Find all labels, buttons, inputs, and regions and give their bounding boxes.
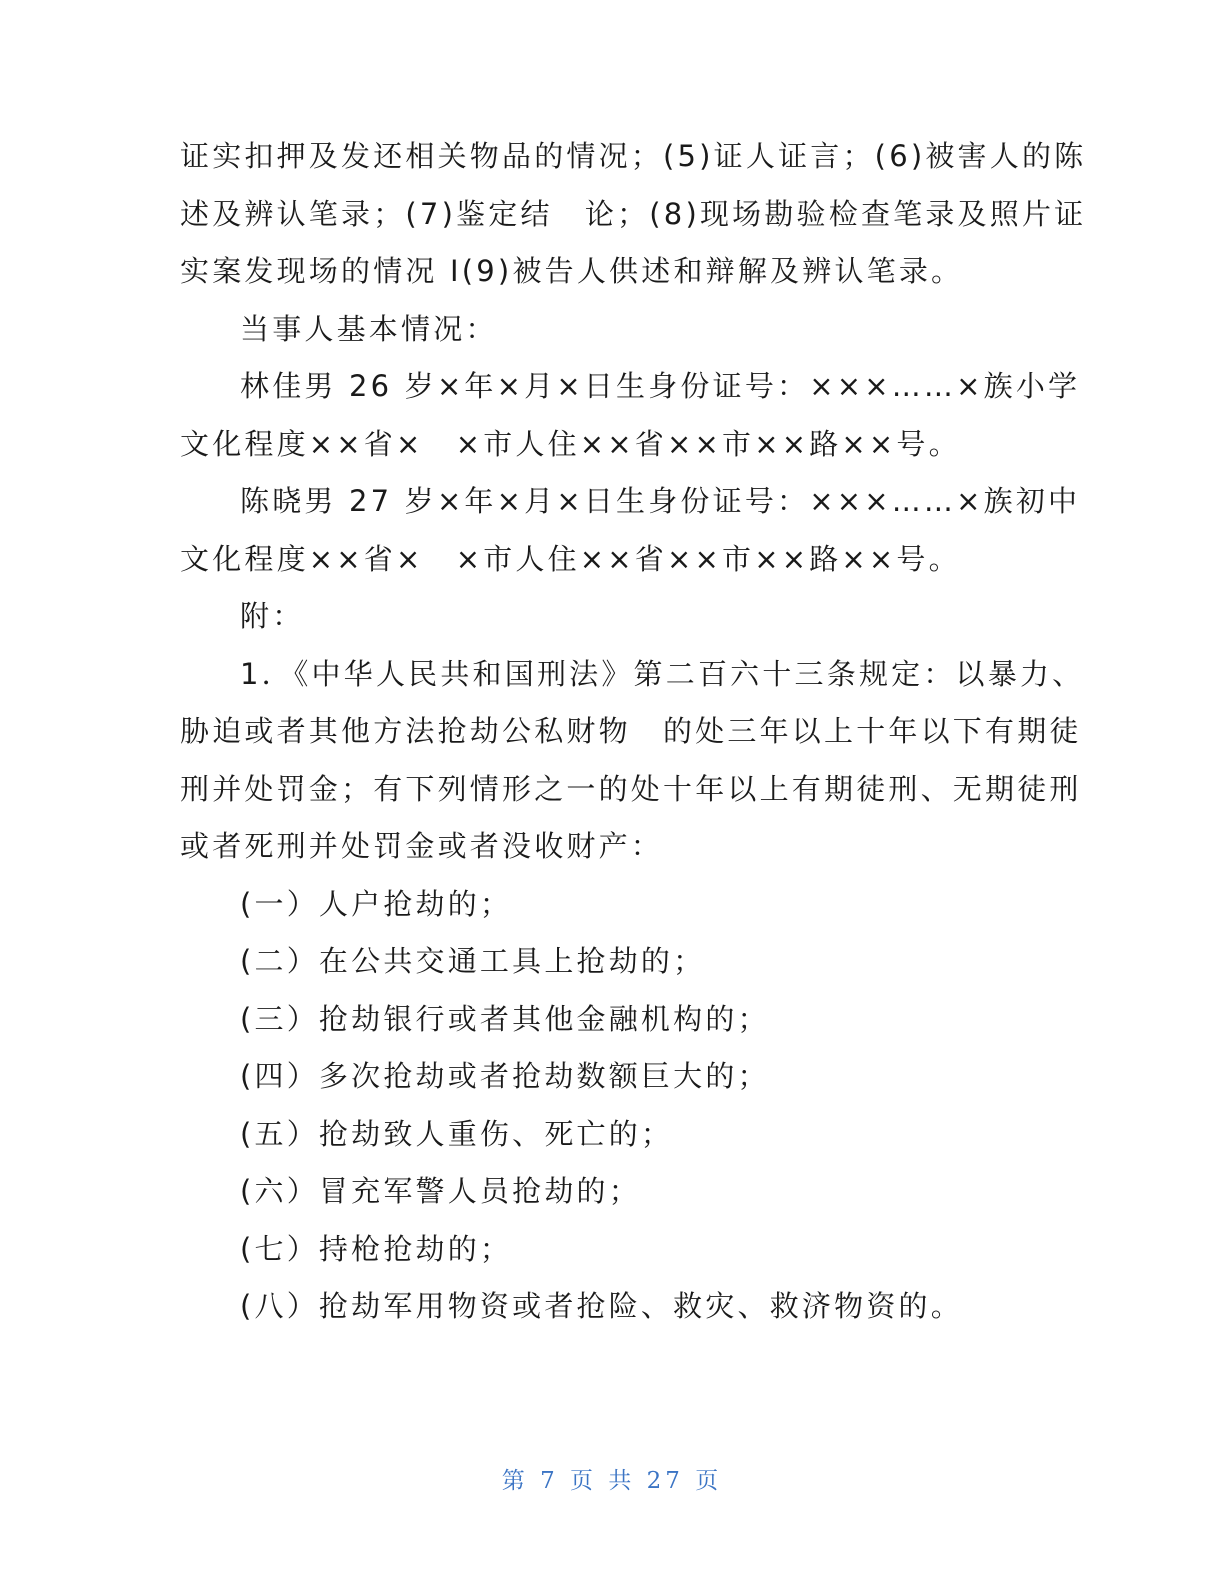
text-line: 附： [240, 599, 305, 633]
list-item: (五）抢劫致人重伤、死亡的； [240, 1116, 674, 1151]
text-line: 文化程度××省× ×市人住××省××市××路××号。 [180, 426, 961, 461]
page-number-footer: 第 7 页 共 27 页 [501, 1468, 723, 1494]
text-line: 当事人基本情况： [240, 311, 498, 346]
text-line: 刑并处罚金；有下列情形之一的处十年以上有期徒刑、无期徒刑 [180, 771, 1082, 806]
text-line: 1．《中华人民共和国刑法》第二百六十三条规定：以暴力、 [240, 656, 1085, 691]
list-item: (六）冒充军警人员抢劫的； [240, 1174, 641, 1208]
text-line: 述及辨认笔录；(7)鉴定结 论；(8)现场勘验检查笔录及照片证 [180, 196, 1087, 231]
text-line: 或者死刑并处罚金或者没收财产： [180, 829, 664, 863]
document-body [180, 128, 1087, 1336]
text-line: 实案发现场的情况 I(9)被告人供述和辩解及辨认笔录。 [180, 254, 964, 288]
text-line: 证实扣押及发还相关物品的情况；(5)证人证言；(6)被害人的陈 [180, 139, 1087, 173]
list-item: (二）在公共交通工具上抢劫的； [240, 944, 706, 978]
list-item: (一）人户抢劫的； [240, 886, 513, 921]
list-item: (三）抢劫银行或者其他金融机构的； [240, 1001, 770, 1036]
list-item: (八）抢劫军用物资或者抢险、救灾、救济物资的。 [240, 1289, 963, 1323]
text-line: 陈晓男 27 岁×年×月×日生身份证号：×××……×族初中 [240, 484, 1081, 518]
list-item: (七）持枪抢劫的； [240, 1231, 513, 1266]
list-item: (四）多次抢劫或者抢劫数额巨大的； [240, 1059, 770, 1093]
text-line: 文化程度××省× ×市人住××省××市××路××号。 [180, 541, 961, 576]
text-line: 林佳男 26 岁×年×月×日生身份证号：×××……×族小学 [240, 369, 1081, 403]
text-line: 胁迫或者其他方法抢劫公私财物 的处三年以上十年以下有期徒 [180, 714, 1082, 748]
